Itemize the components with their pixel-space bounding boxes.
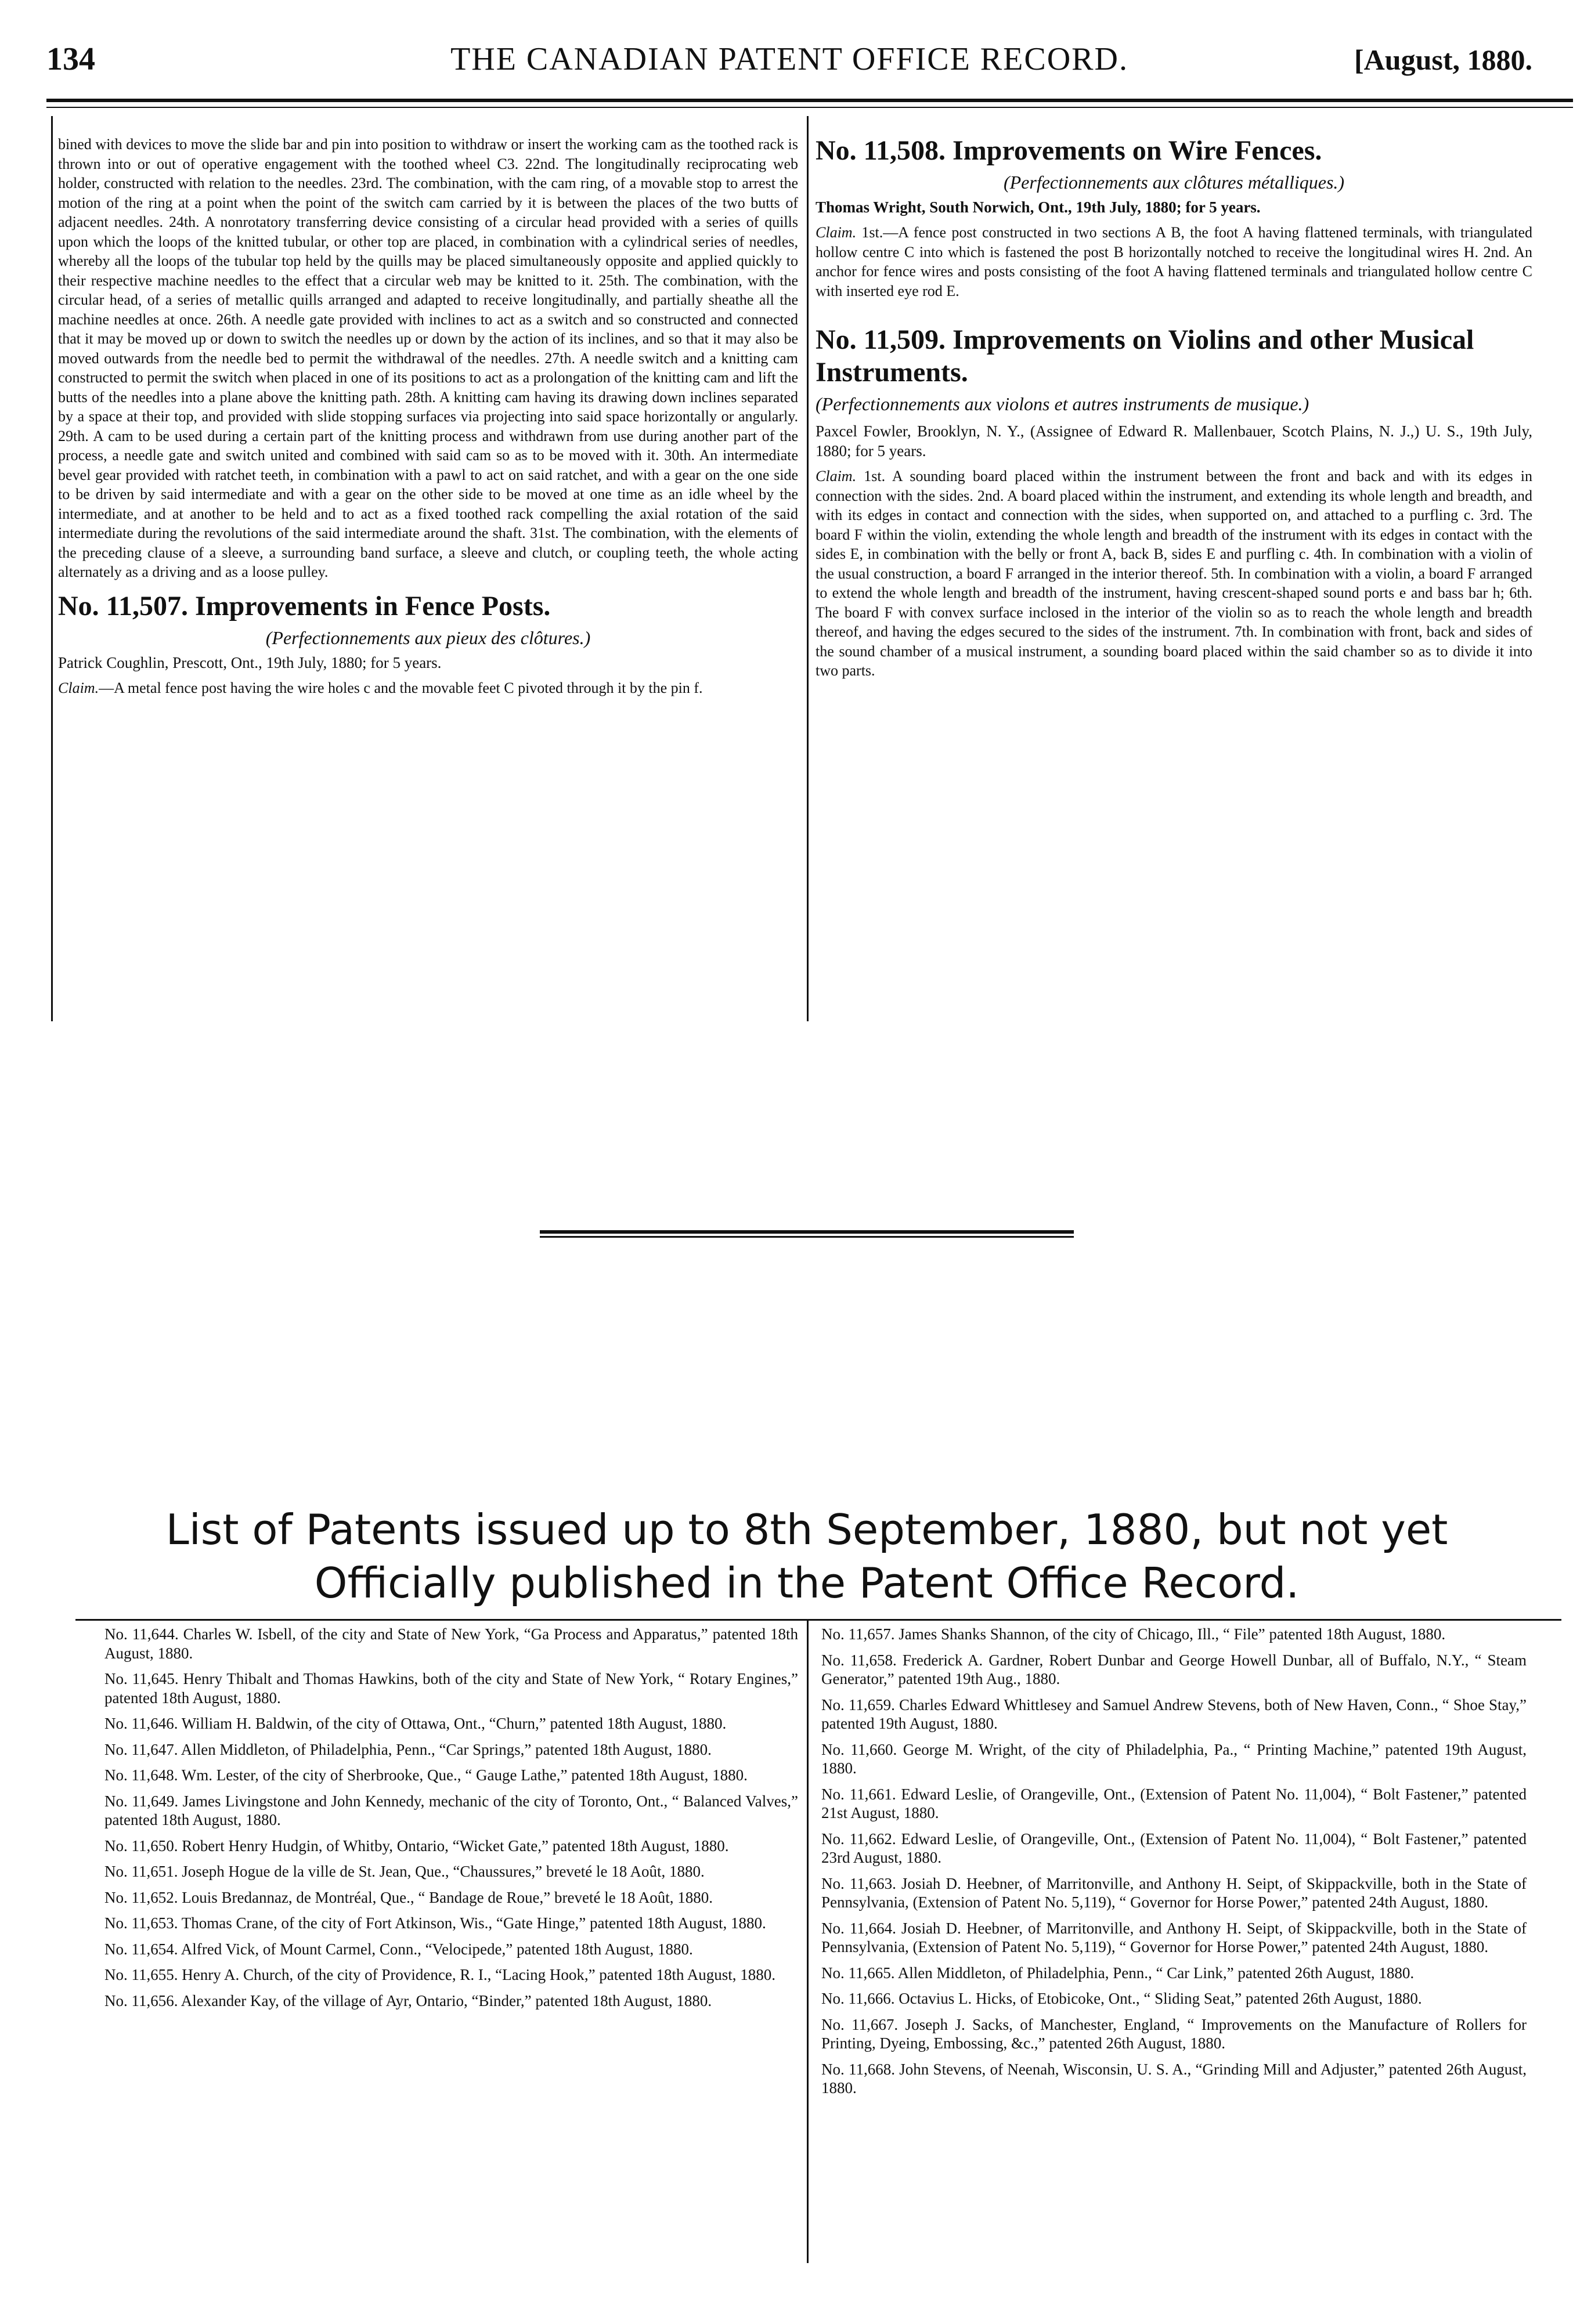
list-entry: No. 11,645. Henry Thibalt and Thomas Hawkins, both of the city and State of New York, “ Rotary Engines,” patented 18th August, 1880. [104,1670,798,1707]
page-header [46,35,1532,87]
list-entry: No. 11,648. Wm. Lester, of the city of Sherbrooke, Que., “ Gauge Lathe,” patented 18th August, 1880. [104,1766,748,1784]
list-entry: No. 11,655. Henry A. Church, of the city of Providence, R. I., “Lacing Hook,” patented 18th August, 1880. [104,1966,776,1983]
list-entry: No. 11,662. Edward Leslie, of Orangeville, Ont., (Extension of Patent No. 11,004), “ Bolt Fastener,” patented 23rd August, 1880. [821,1830,1527,1866]
claim-text [58,678,798,698]
patent-heading-11507 [58,590,798,623]
claim-body: 1st.—A fence post constructed in two sections A B, the foot A having flattened terminals, with triangulated hollow centre C into which is fastened the post B horizontally notched to receive the longitudinal wires H. 2nd. An anchor for fence wires and posts consisting of the foot A having flattened terminals and triangulated hollow centre C with inserted eye rod E. [816,224,1532,299]
list-right-column [821,1625,1527,2105]
right-column [816,135,1532,681]
page-number: 134 [46,41,95,77]
list-entry: No. 11,656. Alexander Kay, of the village of Ayr, Ontario, “Binder,” patented 18th August, 1880. [104,1992,712,2009]
list-entry: No. 11,652. Louis Bredannaz, de Montréal, Que., “ Bandage de Roue,” breveté le 18 Août, 1880. [104,1888,713,1906]
list-entry: No. 11,650. Robert Henry Hudgin, of Whitby, Ontario, “Wicket Gate,” patented 18th August, 1880. [104,1837,729,1855]
list-entry: No. 11,661. Edward Leslie, of Orangeville, Ont., (Extension of Patent No. 11,004), “ Bolt Fastener,” patented 21st August, 1880. [821,1785,1527,1821]
claim-label: Claim. [816,468,857,485]
list-entry: No. 11,668. John Stevens, of Neenah, Wisconsin, U. S. A., “Grinding Mill and Adjuster,” patented 26th August, 1880. [821,2060,1527,2097]
claim-body: —A metal fence post having the wire holes c and the movable feet C pivoted through it by the pin f. [99,679,703,696]
list-column-divider [807,1619,809,2263]
list-title [99,1503,1515,1610]
list-left-column [104,1625,798,2017]
patent-number: No. 11,509. [816,324,946,355]
patentee-line: Paxcel Fowler, Brooklyn, N. Y., (Assignee of Edward R. Mallenbauer, Scotch Plains, N. J.,) U. S., 19th July, 1880; for 5 years. [816,422,1532,460]
patent-heading-11508 [816,135,1532,167]
french-title: (Perfectionnements aux pieux des clôtures.) [265,627,591,648]
list-entry: No. 11,667. Joseph J. Sacks, of Manchester, England, “ Improvements on the Manufacture of Rollers for Printing, Dyeing, Embossing, &c.,” patented 26th August, 1880. [821,2015,1527,2052]
section-separator [540,1230,1074,1238]
list-title-line-1: List of Patents issued up to 8th September, 1880, but not yet [165,1505,1448,1554]
claim-label: Claim. [816,224,857,241]
patentee-line: Thomas Wright, South Norwich, Ont., 19th July, 1880; for 5 years. [816,198,1261,216]
left-column [58,135,798,697]
patent-title: Improvements on Wire Fences. [953,135,1322,166]
list-entry: No. 11,665. Allen Middleton, of Philadelphia, Penn., “ Car Link,” patented 26th August, 1880. [821,1964,1415,1982]
list-entry: No. 11,644. Charles W. Isbell, of the city and State of New York, “Ga Process and Apparatus,” patented 18th August, 1880. [104,1625,798,1662]
patent-number: No. 11,507. [58,590,189,621]
list-entry: No. 11,651. Joseph Hogue de la ville de St. Jean, Que., “Chaussures,” breveté le 18 Août, 1880. [104,1863,705,1880]
list-entry: No. 11,649. James Livingstone and John Kennedy, mechanic of the city of Toronto, Ont., “ Balanced Valves,” patented 18th August, 1880. [104,1792,798,1828]
patent-number: No. 11,508. [816,135,946,166]
claim-body: 1st. A sounding board placed within the instrument between the front and back and with its edges in connection with the sides. 2nd. A board placed within the instrument, and extending its whole length and breadth, and with its edges in contact and connection with the sides, when supported on, and attached to a purfling c. 3rd. The board F within the violin, extending the whole length and breadth of the instrument with its edges in contact with the sides E, in combination with the belly or front A, back B, sides E and purfling c. 4th. In combination with a violin of the usual construction, a board F arranged in the interior thereof. 5th. In combination with a violin, a board F arranged to extend the whole length and breadth of the instrument, having crescent-shaped sound ports e and bass bar h; 6th. The board F with convex surface inclosed in the interior of the violin so as to reach the whole length and breadth thereof, and having the edges secured to the sides of the instrument. 7th. In combination with front, back and sides of the sound chamber of a musical instrument, a sounding board placed within the said chamber so as to divide it into two parts. [816,468,1532,679]
list-entry: No. 11,663. Josiah D. Heebner, of Marritonville, and Anthony H. Seipt, of Skippackville, both in the State of Pennsylvania, (Extension of Patent No. 5,119), “ Governor for Horse Power,” patented 24th August, 1880. [821,1874,1527,1911]
list-title-line-2: Officially published in the Patent Office Record. [314,1559,1300,1607]
french-title: (Perfectionnements aux violons et autres instruments de musique.) [816,393,1309,414]
list-entry: No. 11,654. Alfred Vick, of Mount Carmel, Conn., “Velocipede,” patented 18th August, 1880. [104,1940,693,1958]
list-entry: No. 11,666. Octavius L. Hicks, of Etobicoke, Ont., “ Sliding Seat,” patented 26th August, 1880. [821,1990,1422,2007]
journal-title: THE CANADIAN PATENT OFFICE RECORD. [450,41,1128,77]
patent-title: Improvements in Fence Posts. [195,590,551,621]
patent-title: Improvements on Violins and other Musical Instruments. [816,324,1474,388]
header-rule [46,99,1573,102]
list-entry: No. 11,659. Charles Edward Whittlesey and Samuel Andrew Stevens, both of New Haven, Conn., “ Shoe Stay,” patented 19th August, 1880. [821,1696,1527,1732]
header-rule-thin [46,107,1573,108]
list-entry: No. 11,646. William H. Baldwin, of the city of Ottawa, Ont., “Churn,” patented 18th August, 1880. [104,1715,727,1732]
claim-text [816,223,1532,301]
issue-date: [August, 1880. [1354,44,1532,76]
patent-heading-11509 [816,324,1532,389]
column-divider [807,116,809,1021]
french-title: (Perfectionnements aux clôtures métalliques.) [1003,172,1345,193]
list-entry: No. 11,657. James Shanks Shannon, of the city of Chicago, Ill., “ File” patented 18th August, 1880. [821,1625,1446,1643]
left-border [51,116,53,1021]
continued-claim-text: bined with devices to move the slide bar and pin into position to withdraw or insert the working cam as the toothed rack is thrown into or out of operative engagement with the toothed wheel C3. 22nd. The longitudinally reciprocating web holder, constructed with relation to the needles. 23rd. The combination, with the cam ring, of a movable stop to arrest the motion of the ring at a point when the point of the switch cam carried by it is between the places of the two butts of adjacent needles. 24th. A nonrotatory transferring device consisting of a circular head provided with a series of quills upon which the loops of the knitted tubular, or other top are placed, in combination with a cylindrical series of needles, whereby all the loops of the tubular top held by the quills may be placed simultaneously opposite and applied quickly to their respective machine needles to the effect that a circular web may be knitted to it. 25th. The combination, with the circular head, of a series of metallic quills arranged and adapted to receive longitudinally, and partially sheathe all the machine needles at once. 26th. A needle gate provided with inclines to act as a switch and so constructed and connected that it may be moved up or down to switch the needles up or down by the action of its inclines, and so that it may also be moved outwards from the needle bed to permit the withdrawal of the needles. 27th. A needle switch and a knitting cam constructed to permit the switch when placed in one of its positions to act as a prolongation of the knitting cam and lift the butts of the needles into a plane above the knitting path. 28th. A knitting cam having its drawing down inclines separated by a space at their top, and provided with slide stopping surfaces via projecting into said space horizontally or angularly. 29th. A cam to be used during a certain part of the knitting process and withdrawn from use during another part of the process, a needle gate and switch united and combined with said cam so as to be moved with it. 30th. An intermediate bevel gear provided with ratchet teeth, in combination with a pawl to act on said ratchet, and with a gear on the one side to be driven by said intermediate and with a gear on the other side to be moved at one time as an idle wheel by the intermediate, and at another to be held and to act as a fixed toothed rack compelling the axial rotation of the said intermediate during the revolutions of the said intermediate around the shaft. 31st. The combination, with the elements of the preceding clause of a sleeve, a surrounding band surface, a sleeve and clutch, or coupling teeth, the whole acting alternately as a driving and as a loose pulley. [58,136,798,580]
claim-text [816,467,1532,681]
list-entry: No. 11,660. George M. Wright, of the city of Philadelphia, Pa., “ Printing Machine,” patented 19th August, 1880. [821,1740,1527,1777]
claim-label: Claim. [58,679,99,696]
list-entry: No. 11,647. Allen Middleton, of Philadelphia, Penn., “Car Springs,” patented 18th August, 1880. [104,1740,712,1758]
list-entry: No. 11,653. Thomas Crane, of the city of Fort Atkinson, Wis., “Gate Hinge,” patented 18th August, 1880. [104,1914,766,1932]
list-entry: No. 11,658. Frederick A. Gardner, Robert Dunbar and George Howell Dunbar, all of Buffalo, N.Y., “ Steam Generator,” patented 19th Aug., 1880. [821,1651,1527,1687]
patentee-line: Patrick Coughlin, Prescott, Ont., 19th July, 1880; for 5 years. [58,653,442,671]
list-entry: No. 11,664. Josiah D. Heebner, of Marritonville, and Anthony H. Seipt, of Skippackville, both in the State of Pennsylvania, (Extension of Patent No. 5,119), “ Governor for Horse Power,” patented 24th August, 1880. [821,1919,1527,1956]
